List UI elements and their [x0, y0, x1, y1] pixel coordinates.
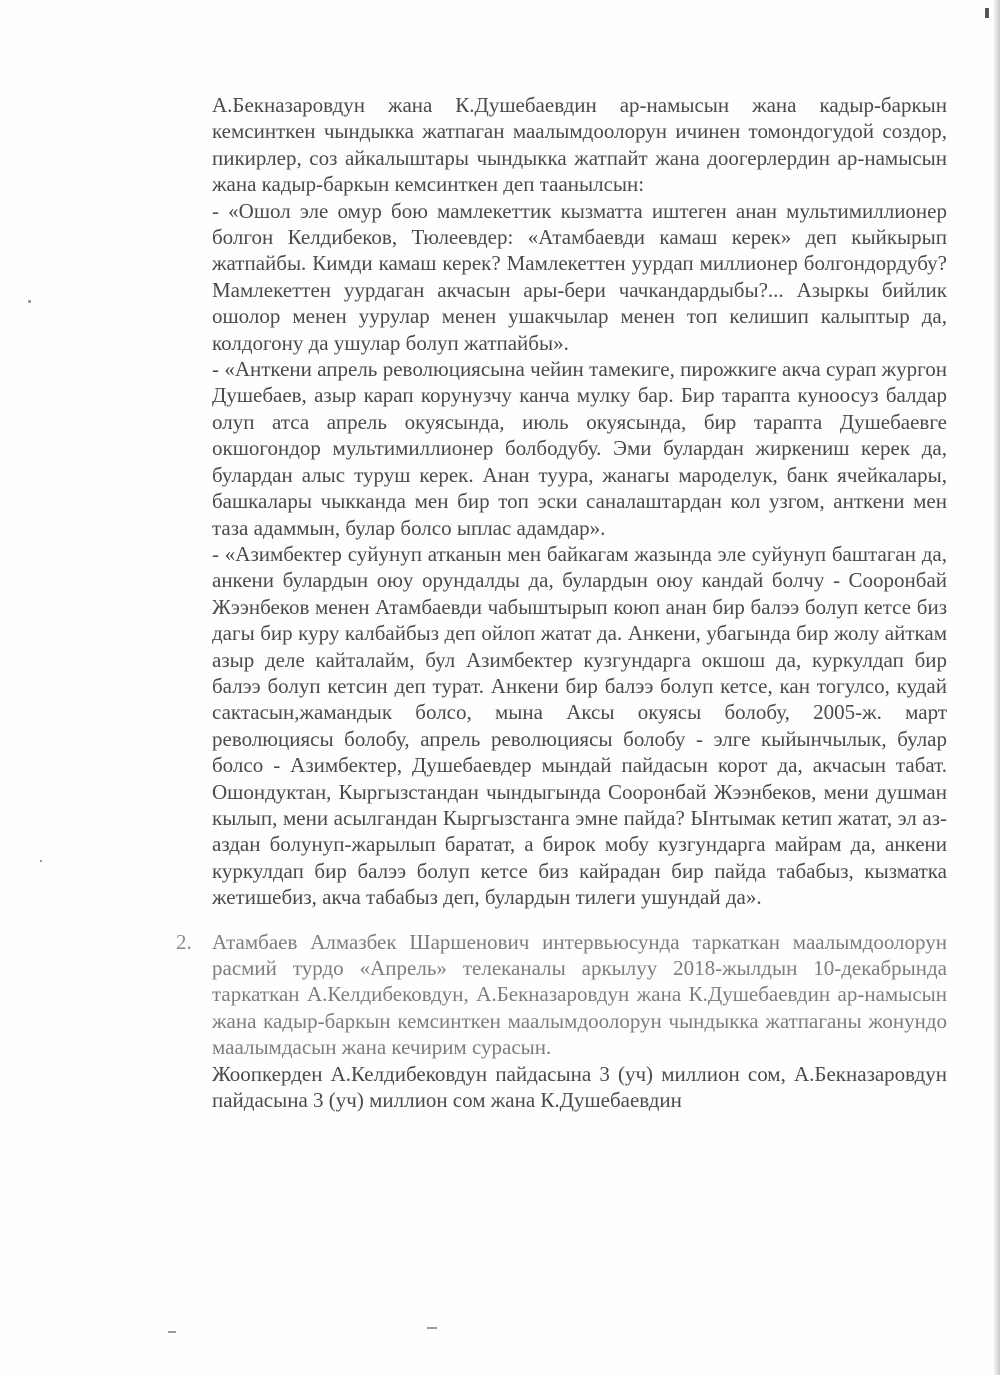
- item-2-continuation: Жоопкерден А.Келдибековдун пайдасына 3 (уч) миллион сом, А.Бекназаровдун пайдасына 3 (уч) миллион сом жана К.Душебаевдин: [212, 1061, 947, 1113]
- quote-3: - «Азимбектер суйунуп атканын мен байкагам жазында эле суйунуп баштаган да, анкени булардын оюу орундалды да, булардын оюу кандай болчу - Сооронбай Жээнбеков менен Атамбаевди чабыштырып коюп анан бир балээ болуп кетсе биз дагы бир куру калбайбыз деп ойлоп жатат да. Анкени, убагында бир жолу айткам азыр деле кайталайм, бул Азимбектер кузгундарга окшош да, куркулдап бир балээ болуп кетсин деп турат. Анкени бир балээ болуп кетсе, кан тогулсо, кудай сактасын,жамандык болсо, мына Аксы окуясы болобу, 2005-ж. март революциясы болобу, апрель революциясы болобу - элге кыйынчылык, булар болсо - Азимбектер, Душебаевдер мындай пайдасын корот да, акчасын табат. Ошондуктан, Кыргызстандан чындыгында Сооронбай Жээнбеков, мени душман кылып, мени асылгандан Кыргызстанга эмне пайда? Ынтымак кетип жатат, эл аз-аздан болунуп-жарылып баратат, а бирок мобу кузгундарга майрам да, анкени куркулдап бир балээ болуп кетсе биз кайрадан бир пайда табабыз, кызматка жетишебиз, акча табабыз деп, булардын тилеги ушундай да».: [212, 541, 947, 910]
- item-number: 2.: [176, 929, 192, 954]
- scan-speck: [985, 8, 989, 18]
- scan-speck: [28, 300, 31, 303]
- document-body: [176, 92, 947, 1113]
- paragraph-intro: А.Бекназаровдун жана К.Душебаевдин ар-намысын жана кадыр-баркын кемсинткен чындыкка жатпаган маалымдоолорун ичинен томондогудой создор, пикирлер, соз айкалыштары чындыкка жатпайт жана доогерлердин ар-намысын жана кадыр-баркын кемсинткен деп таанылсын:: [212, 93, 947, 197]
- scan-speck: [168, 1331, 176, 1333]
- scan-speck: [427, 1327, 437, 1329]
- scan-speck: [40, 860, 42, 862]
- page-edge-shadow: [994, 0, 1000, 1375]
- numbered-item-2: [176, 929, 947, 1061]
- item-2-text: Атамбаев Алмазбек Шаршенович интервьюсунда таркаткан маалымдоолорун расмий турдо «Апрель» телеканалы аркылуу 2018-жылдын 10-декабрында таркаткан А.Келдибековдун, А.Бекназаровдун жана К.Душебаевдин ар-намысын жана кадыр-баркын кемсинткен маалымдоолорун чындыкка жатпаганы жонундо маалымдасын жана кечирим сурасын.: [212, 929, 947, 1060]
- quote-1: - «Ошол эле омур бою мамлекеттик кызматта иштеген анан мультимиллионер болгон Келдибеков, Тюлеевдер: «Атамбаевди камаш керек» деп кыйкырып жатпайбы. Кимди камаш керек? Мамлекеттен уурдап миллионер болгондордубу? Мамлекеттен уурдаган акчасын ары-бери чачкандардыбы?... Азыркы бийлик ошолор менен уурулар менен ушакчылар менен топ келишип калыптыр да, колдогону да ушулар болуп жатпайбы».: [212, 198, 947, 355]
- quote-2: - «Анткени апрель революциясына чейин тамекиге, пирожкиге акча сурап жургон Душебаев, азыр карап корунузчу канча мулку бар. Бир тарапта куноосуз балдар олуп атса апрель окуясында, июль окуясында, бир тарапта Душебаевге окшогондор мультимиллионер болбодубу. Эми булардан жиркениш керек да, булардан алыс туруш керек. Анан туура, жанагы мароделук, банк ячейкалары, башкалары чыкканда мен бир топ эски саналаштардан кол узгом, анткени мен таза адаммын, булар болсо ыплас адамдар».: [212, 357, 947, 540]
